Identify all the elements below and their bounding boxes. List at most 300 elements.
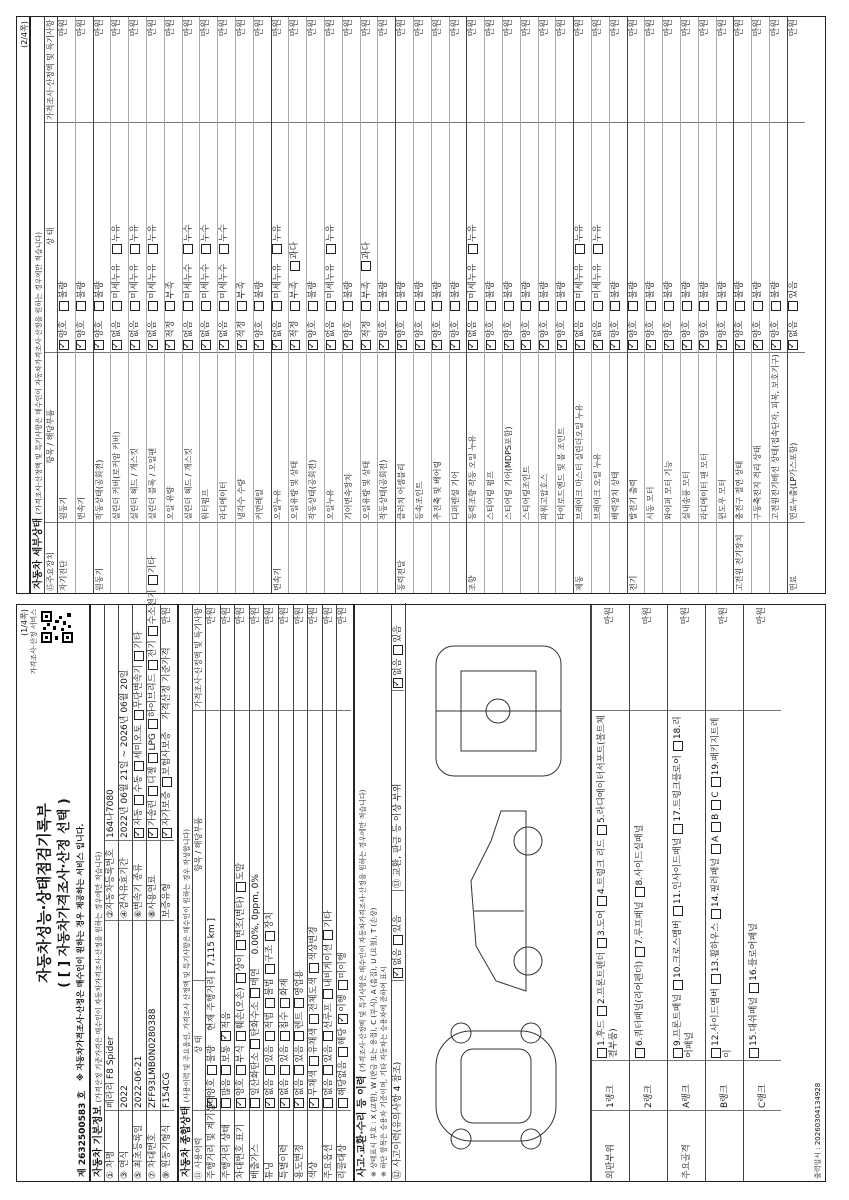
detail-option[interactable]: [629, 281, 639, 310]
detail-option-checkbox[interactable]: [682, 340, 692, 350]
detail-option[interactable]: [166, 281, 176, 310]
part-item[interactable]: [673, 838, 683, 916]
detail-option-checkbox[interactable]: [397, 301, 407, 311]
detail-option[interactable]: [326, 224, 336, 253]
basic-option-checkbox[interactable]: [134, 795, 144, 805]
detail-option-checkbox[interactable]: [201, 244, 211, 254]
detail-option-checkbox[interactable]: [272, 340, 282, 350]
detail-option-checkbox[interactable]: [290, 301, 300, 311]
status-option[interactable]: [265, 1012, 275, 1041]
detail-option-checkbox[interactable]: [664, 301, 674, 311]
status-option[interactable]: [309, 1070, 319, 1108]
detail-option-checkbox[interactable]: [183, 301, 193, 311]
detail-option[interactable]: [451, 321, 461, 350]
status-option[interactable]: [236, 863, 246, 892]
detail-option[interactable]: [664, 281, 674, 310]
detail-option[interactable]: [522, 321, 532, 350]
detail-option-checkbox[interactable]: [415, 301, 425, 311]
detail-option-checkbox[interactable]: [343, 340, 353, 350]
status-option[interactable]: [251, 1002, 261, 1049]
basic-option-checkbox[interactable]: [148, 719, 158, 729]
detail-option-checkbox[interactable]: [130, 340, 140, 350]
basic-option[interactable]: [134, 632, 144, 661]
status-option-checkbox[interactable]: [280, 1031, 290, 1041]
detail-option-checkbox[interactable]: [290, 340, 300, 350]
detail-option[interactable]: [593, 264, 603, 311]
detail-option-checkbox[interactable]: [112, 301, 122, 311]
status-option[interactable]: [295, 1012, 305, 1041]
status-option[interactable]: [222, 1012, 232, 1041]
detail-option[interactable]: [148, 264, 158, 311]
status-option-checkbox[interactable]: [309, 963, 319, 973]
detail-option-checkbox[interactable]: [326, 301, 336, 311]
detail-option[interactable]: [95, 321, 105, 350]
detail-option-checkbox[interactable]: [504, 301, 514, 311]
status-option[interactable]: [265, 978, 275, 1007]
status-option[interactable]: [222, 1079, 232, 1108]
part-item[interactable]: [673, 920, 683, 990]
part-item[interactable]: [749, 923, 759, 993]
status-option-checkbox[interactable]: [280, 1065, 290, 1075]
detail-option-checkbox[interactable]: [628, 340, 638, 350]
detail-option-checkbox[interactable]: [771, 340, 781, 350]
detail-option-checkbox[interactable]: [130, 244, 140, 254]
accident-q2-option-checkbox[interactable]: [393, 645, 403, 655]
status-option-checkbox[interactable]: [309, 1014, 319, 1024]
detail-option-checkbox[interactable]: [593, 301, 603, 311]
part-item-checkbox[interactable]: [597, 1006, 607, 1016]
detail-option-checkbox[interactable]: [326, 244, 336, 254]
detail-option-checkbox[interactable]: [94, 340, 104, 350]
detail-option[interactable]: [112, 264, 122, 311]
status-option[interactable]: [324, 1003, 334, 1041]
status-option-checkbox[interactable]: [323, 989, 333, 999]
part-item-checkbox[interactable]: [749, 1048, 759, 1058]
status-option[interactable]: [207, 1079, 217, 1108]
part-item-checkbox[interactable]: [711, 909, 721, 919]
accident-q1-option[interactable]: [393, 949, 403, 978]
detail-option[interactable]: [95, 281, 105, 310]
detail-option-checkbox[interactable]: [486, 301, 496, 311]
status-option-checkbox[interactable]: [338, 1047, 348, 1057]
detail-option[interactable]: [504, 281, 514, 310]
detail-option[interactable]: [575, 321, 585, 350]
detail-option-checkbox[interactable]: [201, 301, 211, 311]
detail-option[interactable]: [664, 321, 674, 350]
part-item[interactable]: [673, 994, 683, 1058]
basic-option-checkbox[interactable]: [134, 761, 144, 771]
status-option[interactable]: [338, 994, 348, 1023]
detail-option[interactable]: [611, 281, 621, 310]
part-item[interactable]: [635, 901, 645, 956]
part-item[interactable]: [635, 825, 645, 898]
detail-option-checkbox[interactable]: [219, 301, 229, 311]
status-option-checkbox[interactable]: [323, 930, 333, 940]
part-item-checkbox[interactable]: [635, 887, 645, 897]
detail-option[interactable]: [130, 224, 140, 253]
part-item[interactable]: [711, 988, 721, 1058]
detail-option-checkbox[interactable]: [753, 340, 763, 350]
detail-option-checkbox[interactable]: [771, 301, 781, 311]
status-option[interactable]: [280, 978, 290, 1007]
detail-option[interactable]: [273, 264, 283, 311]
status-option-checkbox[interactable]: [294, 998, 304, 1008]
detail-option-checkbox[interactable]: [753, 301, 763, 311]
detail-option-checkbox[interactable]: [432, 301, 442, 311]
detail-option-checkbox[interactable]: [361, 340, 371, 350]
detail-option[interactable]: [433, 321, 443, 350]
part-item-checkbox[interactable]: [673, 741, 683, 751]
detail-option-checkbox[interactable]: [272, 301, 282, 311]
detail-option[interactable]: [326, 264, 336, 311]
status-option[interactable]: [222, 1045, 232, 1074]
detail-option[interactable]: [415, 321, 425, 350]
detail-option-checkbox[interactable]: [112, 244, 122, 254]
part-item-checkbox[interactable]: [749, 983, 759, 993]
status-option-checkbox[interactable]: [280, 1098, 290, 1108]
part-item[interactable]: [597, 839, 607, 906]
basic-option[interactable]: [162, 732, 172, 787]
detail-option[interactable]: [646, 281, 656, 310]
detail-option-checkbox[interactable]: [272, 244, 282, 254]
status-option-checkbox[interactable]: [338, 980, 348, 990]
status-option[interactable]: [236, 896, 246, 950]
detail-option[interactable]: [557, 281, 567, 310]
detail-option[interactable]: [753, 281, 763, 310]
basic-option[interactable]: [134, 809, 144, 838]
part-item-checkbox[interactable]: [711, 974, 721, 984]
basic-option-checkbox[interactable]: [162, 777, 172, 787]
detail-option-checkbox[interactable]: [521, 301, 531, 311]
detail-option[interactable]: [700, 321, 710, 350]
part-item[interactable]: [597, 910, 607, 948]
detail-option-checkbox[interactable]: [699, 301, 709, 311]
detail-option-checkbox[interactable]: [237, 340, 247, 350]
detail-option[interactable]: [718, 281, 728, 310]
detail-option[interactable]: [397, 281, 407, 310]
detail-option[interactable]: [290, 281, 300, 310]
basic-option[interactable]: [148, 800, 158, 838]
detail-option[interactable]: [59, 281, 69, 310]
detail-option[interactable]: [629, 321, 639, 350]
detail-option-checkbox[interactable]: [646, 301, 656, 311]
status-option-checkbox[interactable]: [207, 1098, 217, 1108]
basic-option[interactable]: [148, 733, 158, 762]
part-item[interactable]: [673, 755, 683, 833]
detail-option[interactable]: [77, 281, 87, 310]
detail-option-checkbox[interactable]: [183, 340, 193, 350]
detail-option-checkbox[interactable]: [468, 244, 478, 254]
detail-option[interactable]: [148, 224, 158, 253]
detail-option-checkbox[interactable]: [717, 340, 727, 350]
status-option[interactable]: [280, 1045, 290, 1074]
detail-option[interactable]: [789, 321, 799, 350]
detail-option[interactable]: [255, 321, 265, 350]
detail-option-checkbox[interactable]: [343, 301, 353, 311]
detail-option[interactable]: [201, 321, 211, 350]
accident-q1-option[interactable]: [393, 915, 403, 944]
basic-option[interactable]: [148, 767, 158, 796]
status-option[interactable]: [236, 1045, 246, 1074]
status-option[interactable]: [207, 1045, 217, 1074]
status-option[interactable]: [251, 1053, 261, 1108]
part-item[interactable]: [711, 836, 721, 854]
part-item-checkbox[interactable]: [711, 1048, 721, 1058]
part-item-checkbox[interactable]: [673, 906, 683, 916]
part-item-checkbox[interactable]: [673, 980, 683, 990]
part-item[interactable]: [711, 923, 721, 984]
detail-option[interactable]: [735, 321, 745, 350]
detail-option[interactable]: [575, 224, 585, 253]
detail-option[interactable]: [219, 264, 229, 311]
detail-option[interactable]: [415, 281, 425, 310]
status-option[interactable]: [338, 952, 348, 990]
detail-option-checkbox[interactable]: [646, 340, 656, 350]
detail-option[interactable]: [237, 281, 247, 310]
detail-option-checkbox[interactable]: [308, 301, 318, 311]
detail-option[interactable]: [771, 321, 781, 350]
basic-option-checkbox[interactable]: [162, 828, 172, 838]
status-option-checkbox[interactable]: [265, 1065, 275, 1075]
part-item-checkbox[interactable]: [635, 947, 645, 957]
status-option[interactable]: [309, 926, 319, 973]
detail-option-checkbox[interactable]: [504, 340, 514, 350]
detail-option[interactable]: [362, 281, 372, 310]
detail-option[interactable]: [451, 281, 461, 310]
detail-option[interactable]: [77, 321, 87, 350]
part-item-checkbox[interactable]: [635, 1048, 645, 1058]
status-option[interactable]: [295, 970, 305, 1008]
detail-option-checkbox[interactable]: [379, 340, 389, 350]
accident-q1-option-checkbox[interactable]: [393, 935, 403, 945]
status-option-checkbox[interactable]: [265, 964, 275, 974]
status-option[interactable]: [251, 968, 261, 997]
part-item-checkbox[interactable]: [597, 825, 607, 835]
detail-option[interactable]: [130, 264, 140, 311]
status-option[interactable]: [236, 987, 246, 1041]
detail-option-checkbox[interactable]: [699, 340, 709, 350]
detail-option[interactable]: [611, 321, 621, 350]
status-option-checkbox[interactable]: [265, 998, 275, 1008]
status-option-checkbox[interactable]: [280, 998, 290, 1008]
basic-option-checkbox[interactable]: [134, 651, 144, 661]
status-option-checkbox[interactable]: [294, 1065, 304, 1075]
status-option[interactable]: [265, 912, 275, 941]
part-item[interactable]: [749, 997, 759, 1058]
detail-option-checkbox[interactable]: [415, 340, 425, 350]
detail-option-checkbox[interactable]: [788, 340, 798, 350]
detail-option-checkbox[interactable]: [610, 340, 620, 350]
detail-option-checkbox[interactable]: [468, 340, 478, 350]
detail-option[interactable]: [148, 321, 158, 350]
detail-option-checkbox[interactable]: [735, 301, 745, 311]
detail-option[interactable]: [308, 321, 318, 350]
detail-option[interactable]: [130, 321, 140, 350]
basic-option-checkbox[interactable]: [134, 710, 144, 720]
detail-option[interactable]: [771, 281, 781, 310]
status-option[interactable]: [265, 1079, 275, 1108]
status-option-checkbox[interactable]: [221, 1065, 231, 1075]
detail-option-checkbox[interactable]: [610, 301, 620, 311]
status-option-checkbox[interactable]: [265, 931, 275, 941]
detail-option[interactable]: [753, 321, 763, 350]
status-option-checkbox[interactable]: [236, 973, 246, 983]
status-option[interactable]: [295, 1045, 305, 1074]
detail-option[interactable]: [237, 321, 247, 350]
status-option-checkbox[interactable]: [236, 1098, 246, 1108]
detail-option[interactable]: [344, 321, 354, 350]
detail-option[interactable]: [504, 321, 514, 350]
part-item-checkbox[interactable]: [711, 844, 721, 854]
part-item-checkbox[interactable]: [673, 1048, 683, 1058]
detail-option[interactable]: [593, 224, 603, 253]
status-option[interactable]: [236, 954, 246, 983]
basic-option[interactable]: [134, 775, 144, 804]
status-option[interactable]: [309, 1028, 319, 1066]
detail-option-checkbox[interactable]: [593, 244, 603, 254]
detail-option-checkbox[interactable]: [468, 301, 478, 311]
status-option-checkbox[interactable]: [236, 1065, 246, 1075]
detail-option[interactable]: [700, 281, 710, 310]
detail-option-checkbox[interactable]: [308, 340, 318, 350]
detail-option[interactable]: [184, 264, 194, 311]
part-item[interactable]: [597, 952, 607, 1016]
status-option[interactable]: [324, 1079, 334, 1108]
detail-option[interactable]: [540, 321, 550, 350]
detail-option-checkbox[interactable]: [76, 340, 86, 350]
status-option[interactable]: [324, 1045, 334, 1074]
detail-option-checkbox[interactable]: [539, 301, 549, 311]
detail-option-checkbox[interactable]: [664, 340, 674, 350]
part-item-checkbox[interactable]: [711, 777, 721, 787]
detail-option-checkbox[interactable]: [397, 340, 407, 350]
detail-option[interactable]: [397, 321, 407, 350]
detail-option[interactable]: [486, 321, 496, 350]
status-option-checkbox[interactable]: [265, 1098, 275, 1108]
basic-option-checkbox[interactable]: [148, 626, 158, 636]
detail-option[interactable]: [201, 224, 211, 253]
detail-option[interactable]: [219, 224, 229, 253]
part-item-checkbox[interactable]: [597, 938, 607, 948]
status-option-checkbox[interactable]: [250, 988, 260, 998]
status-option-checkbox[interactable]: [323, 1065, 333, 1075]
detail-option-checkbox[interactable]: [432, 340, 442, 350]
basic-option[interactable]: [148, 640, 158, 669]
status-option-checkbox[interactable]: [221, 1031, 231, 1041]
status-option-checkbox[interactable]: [207, 1065, 217, 1075]
detail-option[interactable]: [219, 321, 229, 350]
detail-option-checkbox[interactable]: [94, 301, 104, 311]
basic-option-checkbox[interactable]: [148, 786, 158, 796]
detail-option-checkbox[interactable]: [450, 340, 460, 350]
detail-option-checkbox[interactable]: [575, 301, 585, 311]
detail-option-checkbox[interactable]: [59, 301, 69, 311]
detail-option[interactable]: [593, 321, 603, 350]
detail-option-checkbox[interactable]: [165, 340, 175, 350]
part-item-checkbox[interactable]: [597, 1048, 607, 1058]
detail-option[interactable]: [273, 321, 283, 350]
detail-option-checkbox[interactable]: [628, 301, 638, 311]
status-option-checkbox[interactable]: [309, 1056, 319, 1066]
detail-option-checkbox[interactable]: [361, 261, 371, 271]
detail-option[interactable]: [718, 321, 728, 350]
detail-option[interactable]: [682, 321, 692, 350]
detail-option[interactable]: [344, 281, 354, 310]
detail-option[interactable]: [362, 242, 372, 271]
basic-option-checkbox[interactable]: [148, 753, 158, 763]
status-option-checkbox[interactable]: [250, 1039, 260, 1049]
part-item[interactable]: [711, 858, 721, 919]
detail-option[interactable]: [575, 264, 585, 311]
detail-option[interactable]: [540, 281, 550, 310]
status-option[interactable]: [280, 1012, 290, 1041]
status-option-checkbox[interactable]: [294, 1098, 304, 1108]
basic-option-checkbox[interactable]: [148, 828, 158, 838]
detail-option-checkbox[interactable]: [539, 340, 549, 350]
detail-option[interactable]: [486, 281, 496, 310]
detail-option-checkbox[interactable]: [682, 301, 692, 311]
detail-option-checkbox[interactable]: [557, 340, 567, 350]
status-option-checkbox[interactable]: [221, 1098, 231, 1108]
status-option-checkbox[interactable]: [265, 1031, 275, 1041]
detail-option[interactable]: [379, 321, 389, 350]
detail-option[interactable]: [290, 242, 300, 271]
basic-option[interactable]: [134, 724, 144, 771]
detail-option-checkbox[interactable]: [379, 301, 389, 311]
detail-option[interactable]: [433, 281, 443, 310]
accident-q2-option[interactable]: [393, 625, 403, 654]
basic-option[interactable]: [134, 665, 144, 720]
status-option-checkbox[interactable]: [323, 1031, 333, 1041]
part-item[interactable]: [635, 961, 645, 1058]
detail-option-checkbox[interactable]: [788, 301, 798, 311]
accident-q2-option-checkbox[interactable]: [393, 678, 403, 688]
detail-option[interactable]: [201, 264, 211, 311]
detail-option-checkbox[interactable]: [557, 301, 567, 311]
detail-option-checkbox[interactable]: [201, 340, 211, 350]
detail-option[interactable]: [290, 321, 300, 350]
detail-option-checkbox[interactable]: [361, 301, 371, 311]
detail-option-checkbox[interactable]: [450, 301, 460, 311]
detail-option-checkbox[interactable]: [148, 340, 158, 350]
detail-option[interactable]: [112, 224, 122, 253]
detail-option[interactable]: [468, 264, 478, 311]
status-option[interactable]: [295, 1079, 305, 1108]
detail-option[interactable]: [59, 321, 69, 350]
detail-option[interactable]: [557, 321, 567, 350]
status-option[interactable]: [265, 945, 275, 974]
detail-option-checkbox[interactable]: [254, 301, 264, 311]
detail-option[interactable]: [184, 224, 194, 253]
detail-option[interactable]: [308, 281, 318, 310]
part-item-checkbox[interactable]: [597, 896, 607, 906]
status-option-checkbox[interactable]: [309, 1098, 319, 1108]
detail-option-checkbox[interactable]: [486, 340, 496, 350]
accident-q1-option-checkbox[interactable]: [393, 968, 403, 978]
basic-option[interactable]: [148, 674, 158, 729]
detail-option-checkbox[interactable]: [59, 340, 69, 350]
detail-option-checkbox[interactable]: [575, 340, 585, 350]
status-option[interactable]: [265, 1045, 275, 1074]
detail-option-checkbox[interactable]: [290, 261, 300, 271]
detail-option-checkbox[interactable]: [735, 340, 745, 350]
status-option[interactable]: [338, 1028, 348, 1057]
status-option-checkbox[interactable]: [323, 1098, 333, 1108]
status-option-checkbox[interactable]: [236, 882, 246, 892]
detail-option[interactable]: [646, 321, 656, 350]
detail-option[interactable]: [362, 321, 372, 350]
accident-q2-option[interactable]: [393, 659, 403, 688]
